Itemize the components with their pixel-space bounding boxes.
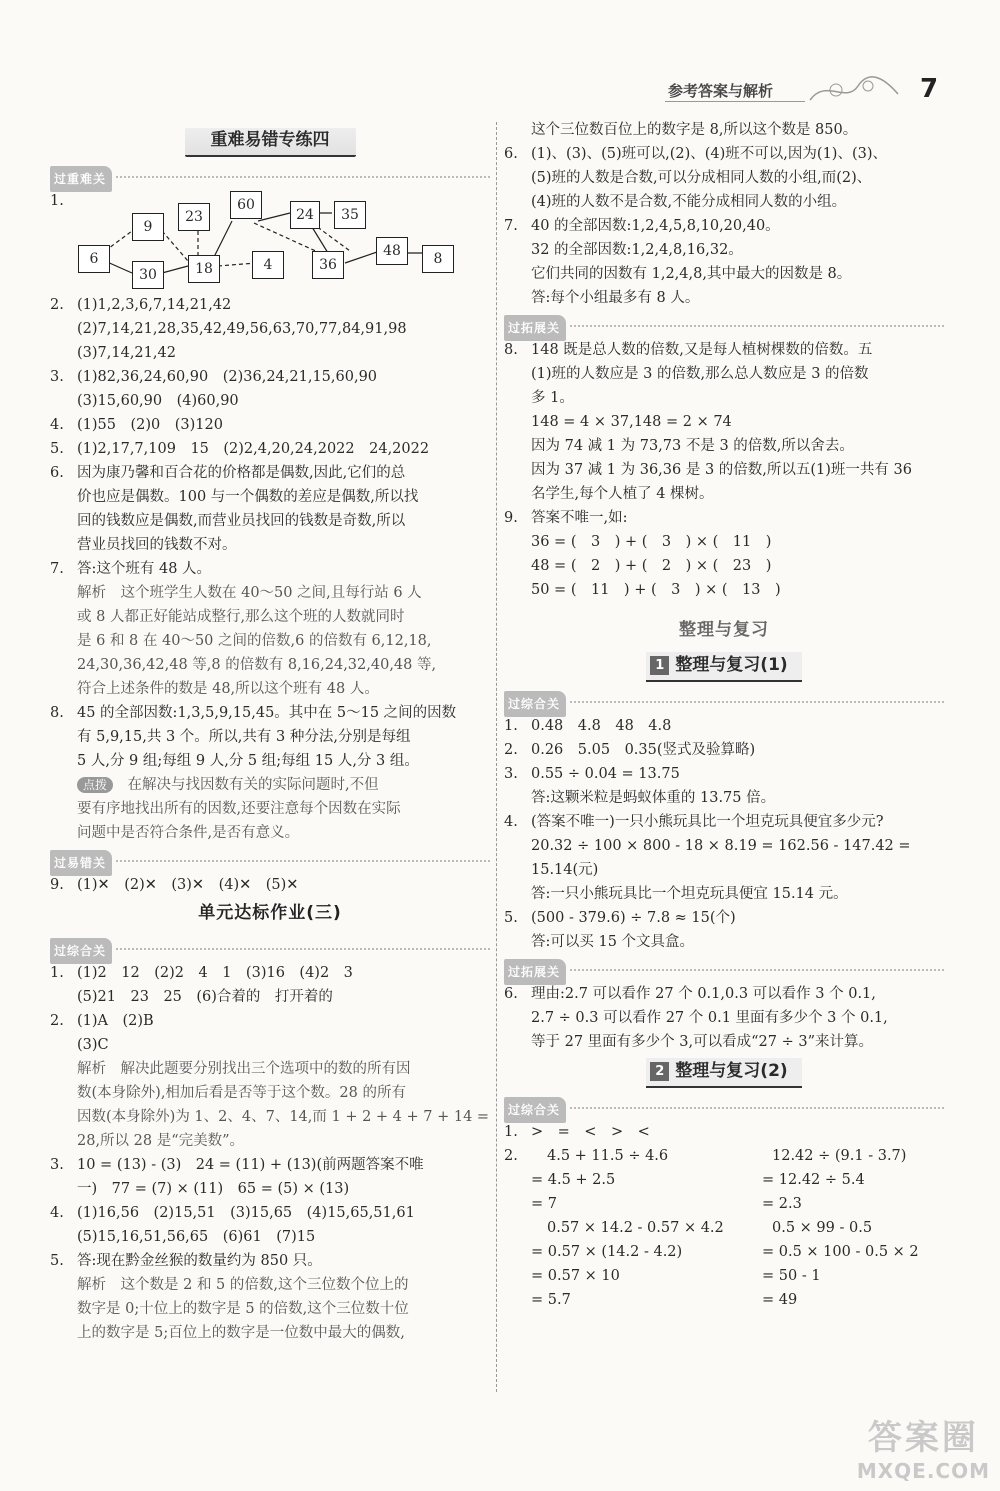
section-title-zhengli: 整理与复习 bbox=[679, 620, 769, 640]
q2: 2. (1)1,2,3,6,7,14,21,42 (2)7,14,21,28,35,42,49,56,63,70,77,84,91,98 (3)7,14,21,42 bbox=[50, 297, 407, 361]
diagram-node-35: 35 bbox=[334, 201, 366, 229]
r-q6: 6. (1)、(3)、(5)班可以,(2)、(4)班不可以,因为(1)、(3)、 (5)班的人数是合数,可以分成相同人数的小组,而(2)、 (4)班的人数不是合数,不能分成相同人数的小组。 bbox=[504, 146, 887, 210]
tag-guozonghe-left: 过综合关 bbox=[50, 935, 490, 959]
factor-diagram bbox=[50, 191, 490, 293]
diagram-node-4: 4 bbox=[252, 251, 284, 279]
tag-guotuozhan-2: 过拓展关 bbox=[504, 956, 944, 980]
tag-guozhongnan: 过重难关 bbox=[50, 163, 490, 187]
r1-q6: 6. 理由:2.7 可以看作 27 个 0.1,0.3 可以看作 3 个 0.1, 2.7 ÷ 0.3 可以看作 27 个 0.1 里面有多少个 3 个 0.1, 等于 27 里面有多少个 3,可以看成“27 ÷ 3”来计算。 bbox=[504, 986, 888, 1050]
q4: 4. (1)55 (2)0 (3)120 bbox=[50, 417, 223, 433]
watermark-logo: 答案圈 MXQE.COM bbox=[856, 1418, 990, 1483]
s2-q4: 4. (1)16,56 (2)15,51 (3)15,65 (4)15,65,51,61 (5)15,16,51,56,65 (6)61 (7)15 bbox=[50, 1205, 415, 1245]
r1-q5: 5. (500 - 379.6) ÷ 7.8 ≈ 15(个) 答:可以买 15 个文具盒。 bbox=[504, 910, 736, 950]
diagram-node-30: 30 bbox=[132, 261, 164, 289]
s2-q5: 5. 答:现在黔金丝猴的数量约为 850 只。 解析 这个数是 2 和 5 的倍数,这个三位数个位上的 数字是 0;十位上的数字是 5 的倍数,这个三位数十位 上的数字是 5;百位上的数字是一位数中最大的偶数, bbox=[50, 1253, 409, 1341]
right-column bbox=[504, 118, 944, 1312]
q7: 7. 答:这个班有 48 人。 解析 这个班学生人数在 40～50 之间,且每行站 6 人 或 8 人都正好能站成整行,那么这个班的人数就同时 是 6 和 8 在 40～50 之间的倍数,6 的倍数有 6,12,18, 24,30,36,42,48 等,8 的倍数有 8,16,24,32,40,48 等, 符合上述条件的数是 48,所以这个班有 48 人。 bbox=[50, 561, 437, 697]
tag-guozonghe-r2: 过综合关 bbox=[504, 1094, 944, 1118]
diagram-node-36: 36 bbox=[312, 251, 344, 279]
tip-label: 点拨 bbox=[77, 777, 113, 793]
section-title-danyuan: 单元达标作业(三) bbox=[198, 903, 342, 923]
s2-q3: 3. 10 = (13) - (3) 24 = (11) + (13)(前两题答案不唯 一) 77 = (7) × (11) 65 = (5) × (13) bbox=[50, 1157, 424, 1197]
q3: 3. (1)82,36,24,60,90 (2)36,24,21,15,60,90 (3)15,60,90 (4)60,90 bbox=[50, 369, 378, 409]
r-q8: 8. 148 既是总人数的倍数,又是每人植树棵数的倍数。五 (1)班的人数应是 3 的倍数,那么总人数应是 3 的倍数 多 1。 148 = 4 × 37,148 = 2 × 74 因为 74 减 1 为 73,73 不是 3 的倍数,所以舍去。 因为 37 减 1 为 36,36 是 3 的倍数,所以五(1)班一共有 36 名学生,每个人植了 4 棵树。 bbox=[504, 342, 912, 502]
diagram-node-60: 60 bbox=[230, 191, 262, 219]
diagram-node-23: 23 bbox=[178, 203, 210, 231]
r-q9: 9. 答案不唯一,如: 36 = ( 3 ) + ( 3 ) × ( 11 ) 48 = ( 2 ) + ( 2 ) × ( 23 ) 50 = ( 11 ) + ( 3 ) × ( 13 ) bbox=[504, 510, 781, 598]
r1-q3: 3. 0.55 ÷ 0.04 = 13.75 答:这颗米粒是蚂蚁体重的 13.75 倍。 bbox=[504, 766, 776, 806]
header-rule bbox=[665, 101, 805, 102]
q9: 9. (1)✕ (2)✕ (3)✕ (4)✕ (5)✕ bbox=[50, 877, 299, 893]
left-column bbox=[50, 124, 490, 1345]
diagram-node-9: 9 bbox=[132, 213, 164, 241]
q6: 6. 因为康乃馨和百合花的价格都是偶数,因此,它们的总 价也应是偶数。100 与一个偶数的差应是偶数,所以找 回的钱数应是偶数,而营业员找回的钱数是奇数,所以 营业员找回的钱数不对。 bbox=[50, 465, 419, 553]
tag-guotuozhan-1: 过拓展关 bbox=[504, 312, 944, 336]
subsection-title-2: 2 整理与复习(2) bbox=[646, 1058, 801, 1088]
r1-q1: 1. 0.48 4.8 48 4.8 bbox=[504, 718, 672, 734]
r2-q1: 1. > = < > < bbox=[504, 1124, 650, 1140]
diagram-node-8: 8 bbox=[422, 245, 454, 273]
tag-guozonghe-r1: 过综合关 bbox=[504, 688, 944, 712]
tag-guoyicuo: 过易错关 bbox=[50, 847, 490, 871]
r1-q4: 4. (答案不唯一)一只小熊玩具比一个坦克玩具便宜多少元? 20.32 ÷ 100 × 800 - 18 × 8.19 = 162.56 - 147.42 = 15.14(元) 答:一只小熊玩具比一个坦克玩具便宜 15.14 元。 bbox=[504, 814, 911, 902]
calc-right: 12.42 ÷ (9.1 - 3.7) = 12.42 ÷ 5.4 = 2.3 0.5 × 99 - 0.5 = 0.5 × 100 - 0.5 × 2 = 50 - 1 = 49 bbox=[762, 1148, 919, 1308]
r1-q2: 2. 0.26 5.05 0.35(竖式及验算略) bbox=[504, 742, 756, 758]
s2-q2: 2. (1)A (2)B (3)C 解析 解决此题要分别找出三个选项中的数的所有因 数(本身除外),相加后看是否等于这个数。28 的所有 因数(本身除外)为 1、2、4、7、14,而 1 + 2 + 4 + 7 + 14 = 28,所以 28 是“完美数”。 bbox=[50, 1013, 490, 1149]
section-title-zhongnan: 重难易错专练四 bbox=[185, 128, 356, 157]
s2-q1: 1. (1)2 12 (2)2 4 1 (3)16 (4)2 3 (5)21 23 25 (6)合着的 打开着的 bbox=[50, 965, 353, 1005]
q8: 8. 45 的全部因数:1,3,5,9,15,45。其中在 5～15 之间的因数 有 5,9,15,共 3 个。所以,共有 3 种分法,分别是每组 5 人,分 9 组;每组 9 人,分 5 组;每组 15 人,分 3 组。 bbox=[50, 705, 457, 769]
q1-label: 1. bbox=[50, 193, 64, 209]
r-q7: 7. 40 的全部因数:1,2,4,5,8,10,20,40。 32 的全部因数:1,2,4,8,16,32。 它们共同的因数有 1,2,4,8,其中最大的因数是 8。 答:每个小组最多有 8 人。 bbox=[504, 218, 852, 306]
column-divider bbox=[496, 122, 497, 1392]
q5: 5. (1)2,17,7,109 15 (2)2,4,20,24,2022 24,2022 bbox=[50, 441, 430, 457]
r-continuation: 这个三位数百位上的数字是 8,所以这个数是 850。 bbox=[531, 122, 858, 138]
diagram-node-6: 6 bbox=[78, 245, 110, 273]
diagram-node-48: 48 bbox=[376, 237, 408, 265]
diagram-node-24: 24 bbox=[290, 201, 320, 229]
calc-left: 4.5 + 11.5 ÷ 4.6 = 4.5 + 2.5 = 7 0.57 × 14.2 - 0.57 × 4.2 = 0.57 × (14.2 - 4.2) = 0.57 × 10 = 5.7 bbox=[531, 1148, 724, 1308]
header-title: 参考答案与解析 bbox=[668, 82, 774, 100]
header-doodle-icon bbox=[806, 74, 902, 106]
diagram-node-18: 18 bbox=[188, 255, 220, 283]
page-number: 7 bbox=[920, 74, 939, 104]
r2-q2: 2. 4.5 + 11.5 ÷ 4.6 = 4.5 + 2.5 = 7 0.57 × 14.2 - 0.57 × 4.2 = 0.57 × (14.2 - 4.2) = 0.57 × 10 = 5.7 12.42 ÷ (9.1 - 3.7) = 12.42 ÷ 5.4 = 2.3 0.5 × 99 - 0.5 = 0.5 × 100 - 0.5 × 2 = 50 - 1 = 49 bbox=[504, 1144, 944, 1312]
subsection-title-1: 1 整理与复习(1) bbox=[646, 652, 801, 682]
tip-dianbo: 点拨 在解决与找因数有关的实际问题时,不但 要有序地找出所有的因数,还要注意每个因数在实际 问题中是否符合条件,是否有意义。 bbox=[77, 777, 401, 841]
